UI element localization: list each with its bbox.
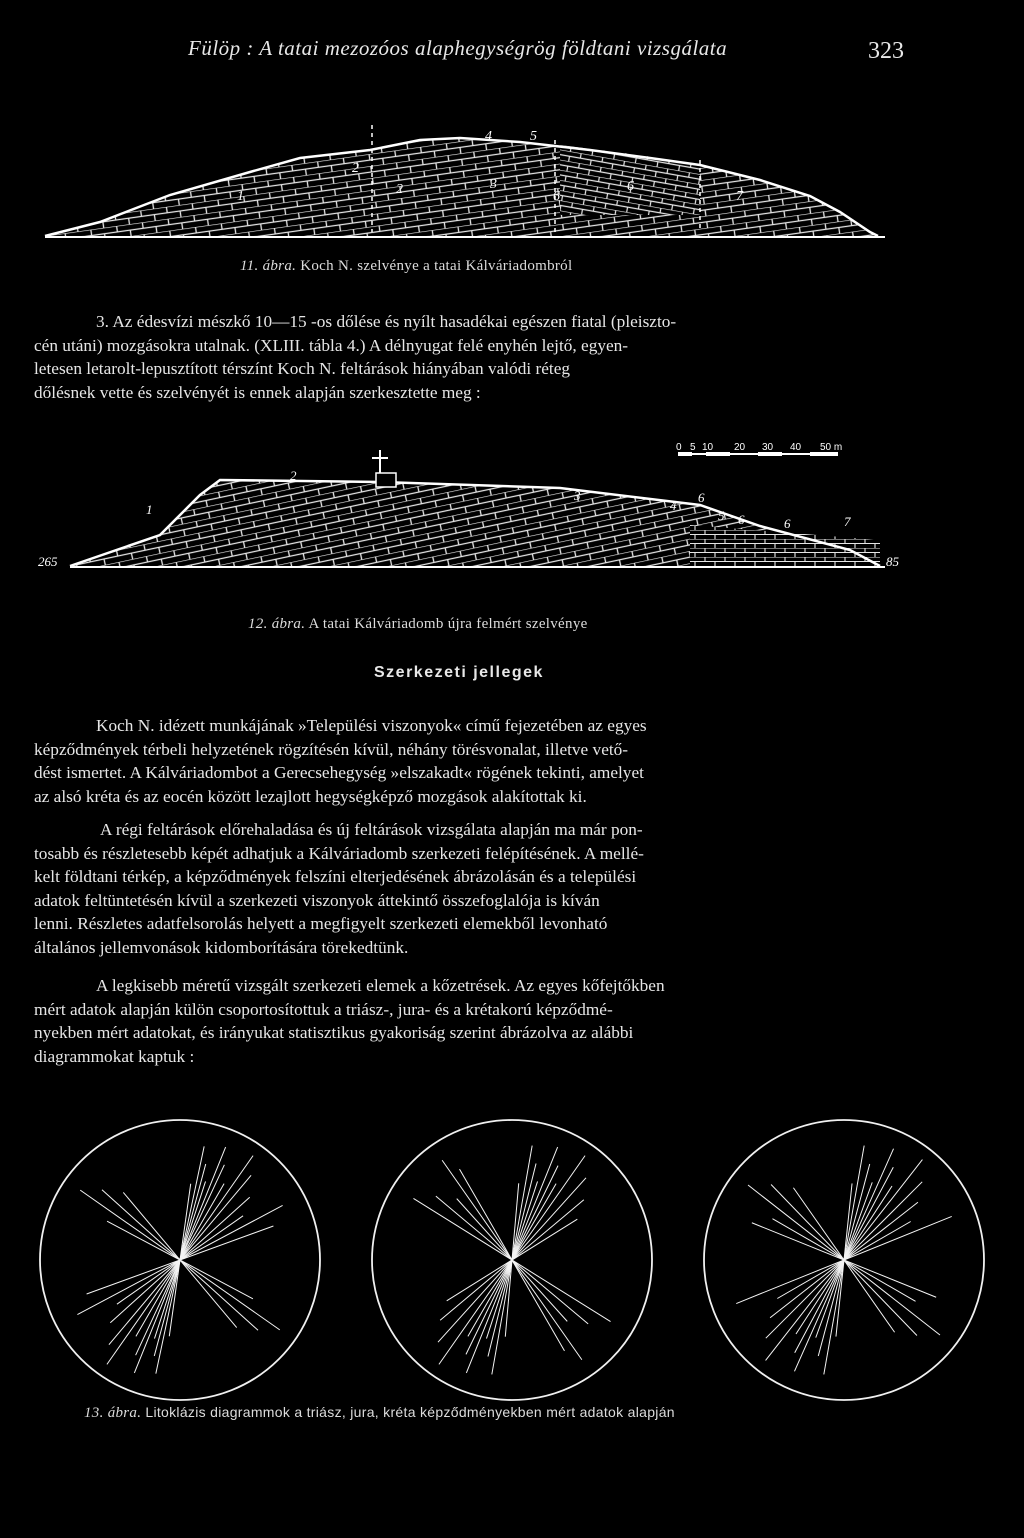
figure-13-label: 13. ábra.: [84, 1405, 142, 1421]
scale-label: 10: [702, 442, 714, 453]
running-title: Fülöp : A tatai mezozóos alaphegységrög földtani vizsgálata: [188, 36, 728, 60]
text-line: tosabb és részletesebb képét adhatjuk a Kálváriadomb szerkezeti felépítésének. A mellé-: [34, 843, 644, 863]
text-line: dést ismertet. A Kálváriadombot a Gerecsehegység »elszakadt« rögének tekinti, amelyet: [34, 763, 644, 783]
text-line: kelt földtani térkép, a képződmények felszíni elterjedésének ábrázolásán és a települési: [34, 867, 637, 887]
paragraph-2: [34, 714, 986, 808]
figure-12-caption: [248, 616, 588, 633]
fig12-marker: 5: [718, 508, 725, 523]
text-line: letesen letarolt-lepusztított térszínt Koch N. feltárások hiányában valódi réteg: [34, 359, 571, 379]
fig12-marker: 4: [670, 498, 677, 513]
scale-label: 20: [734, 442, 746, 453]
scale-label: 30: [762, 442, 774, 453]
text-line: A legkisebb méretű vizsgált szerkezeti elemek a kőzetrések. Az egyes kőfejtőkben: [96, 976, 665, 995]
joint-strike-line: [793, 1188, 894, 1332]
rose-diagram-kréta: [704, 1120, 984, 1400]
page-number: 323: [868, 38, 904, 64]
fig11-marker: 6: [627, 179, 634, 194]
text-line: mért adatok alapján külön csoportosítottuk a triász-, jura- és a krétakorú képződmé-: [34, 999, 613, 1019]
fig12-marker: 1: [146, 502, 153, 517]
text-line: adatok feltüntetésén kívül a szerkezeti viszonyok áttekintő összefoglalója is kíván: [34, 890, 600, 910]
fig11-marker: 2: [396, 182, 403, 197]
fig12-marker: 6: [698, 490, 705, 505]
elevation-right: 85: [886, 554, 899, 569]
figure-11-label: 11. ábra.: [240, 258, 297, 274]
paragraph-1: [34, 310, 986, 404]
fig11-marker: 4: [485, 129, 492, 144]
fig11-marker: 2: [352, 161, 359, 176]
text-line: dőlésnek vette és szelvényét is ennek alapján szerkesztette meg :: [34, 382, 481, 402]
fig11-marker: 1: [237, 189, 244, 204]
text-line: Koch N. idézett munkájának »Települési viszonyok« című fejezetében az egyes: [96, 716, 647, 735]
fig11-marker: 5: [530, 129, 537, 144]
section-heading: Szerkezeti jellegek: [374, 664, 544, 681]
figure-13-rose-diagrams: [0, 1100, 1024, 1420]
text-line: képződmények térbeli helyzetének rögzítésén kívül, néhány törésvonalat, illetve vető-: [34, 739, 629, 759]
fig12-marker: 6: [784, 516, 791, 531]
figure-11-cross-section: [0, 0, 1024, 260]
figure-12-label: 12. ábra.: [248, 616, 306, 632]
fig11-marker: 7: [736, 189, 743, 204]
scale-label: 0: [676, 442, 682, 453]
text-line: nyekben mért adatokat, és irányukat statisztikus gyakoriság szerint ábrázolva az alábbi: [34, 1023, 634, 1043]
text-line: diagrammokat kaptuk :: [34, 1046, 195, 1066]
figure-12-cross-section: [0, 440, 1024, 600]
fig12-marker: 3: [574, 488, 581, 503]
figure-11-caption-text: Koch N. szelvénye a tatai Kálváriadombról: [300, 258, 573, 274]
scale-label: 40: [790, 442, 802, 453]
fig12-marker: 7: [844, 514, 851, 529]
text-line: cén utáni) mozgásokra utalnak. (XLIII. tábla 4.) A délnyugat felé enyhén lejtő, egyen-: [34, 335, 629, 355]
figure-13-caption-text: Litoklázis diagrammok a triász, jura, kréta képződményekben mért adatok alapján: [145, 1404, 675, 1420]
text-line: az alsó kréta és az eocén között lezajlott hegységképző mozgások alakítottak ki.: [34, 786, 587, 806]
figure-13-caption: [84, 1404, 675, 1422]
paragraph-3: [34, 818, 986, 960]
rose-diagram-jura: [372, 1120, 652, 1400]
text-line: A régi feltárások előrehaladása és új feltárások vizsgálata alapján ma már pon-: [100, 820, 643, 839]
elevation-left: 265: [38, 554, 58, 569]
figure-11-caption: [240, 258, 572, 275]
fig12-marker: 6: [738, 512, 745, 527]
paragraph-4: [34, 974, 986, 1068]
fig12-marker: 2: [290, 468, 297, 483]
text-line: 3. Az édesvízi mészkő 10—15 -os dőlése és nyílt hasadékai egészen fiatal (pleiszto-: [96, 312, 677, 331]
scale-label: 50 m: [820, 442, 843, 453]
fig11-marker: 6: [553, 189, 560, 204]
text-line: lenni. Részletes adatfelsorolás helyett a megfigyelt szerkezeti elemekből levonható: [34, 914, 608, 934]
figure-12-caption-text: A tatai Kálváriadomb újra felmért szelvénye: [308, 616, 588, 632]
scale-label: 5: [690, 442, 696, 453]
rose-diagram-triász: [40, 1120, 320, 1400]
fig11-marker: 3: [490, 177, 497, 192]
text-line: általános jellemvonások kidomborítására törekedtünk.: [34, 937, 409, 957]
